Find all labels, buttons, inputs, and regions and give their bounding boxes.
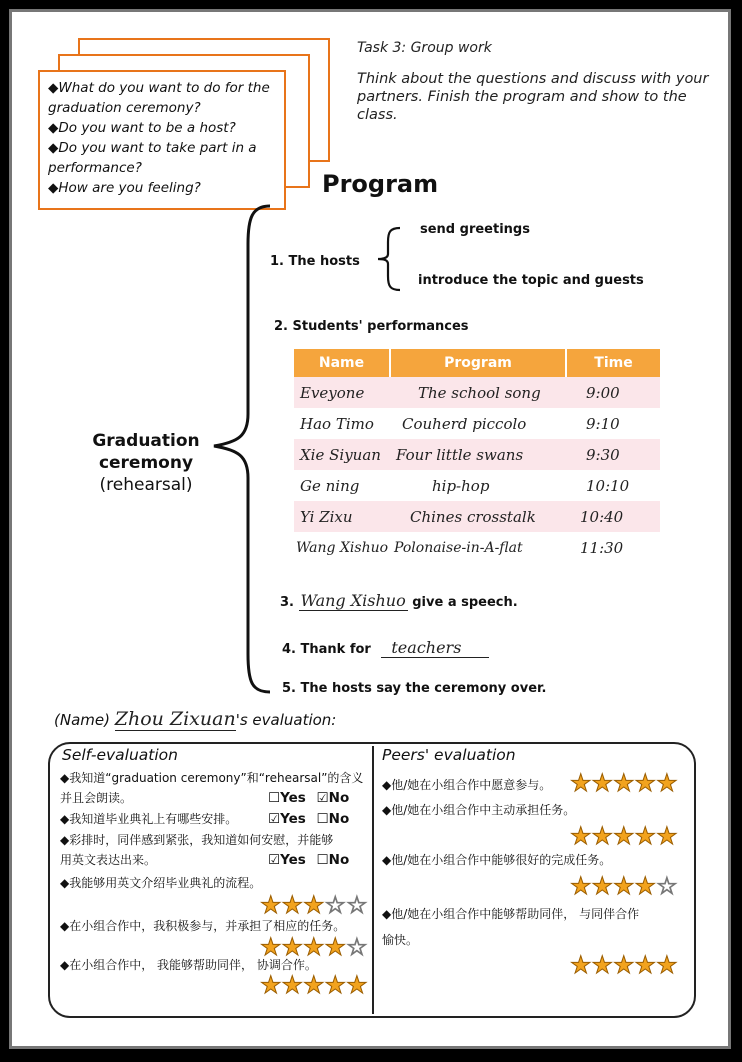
yes-no-choice <box>268 850 349 870</box>
checkbox-checked-icon: ☑ <box>268 852 281 868</box>
star-filled-icon: ★ <box>634 822 657 850</box>
star-filled-icon: ★ <box>303 891 325 919</box>
star-rating <box>260 893 368 917</box>
program-title: Program <box>322 170 439 198</box>
performance-time: 10:40 <box>566 501 660 532</box>
star-empty-icon: ☆ <box>656 872 678 900</box>
star-filled-icon: ★ <box>656 951 678 979</box>
program-item-performances: 2. Students' performances <box>274 319 469 334</box>
performance-time: 9:00 <box>566 377 660 408</box>
self-item: ◆在小组合作中，我积极参与，并承担了相应的任务。 <box>60 919 346 933</box>
evaluation-name-line <box>54 708 336 730</box>
table-header-row <box>294 349 660 377</box>
star-filled-icon: ★ <box>570 951 592 979</box>
worksheet-page <box>9 9 731 1049</box>
table-row <box>294 470 660 501</box>
self-evaluation-title: Self-evaluation <box>62 746 178 764</box>
program-brace <box>208 204 278 694</box>
student-name-handwritten: Zhou Zixuan <box>114 708 236 730</box>
column-header-time: Time <box>566 349 660 377</box>
star-filled-icon: ★ <box>281 933 304 961</box>
star-filled-icon: ★ <box>281 971 304 999</box>
name-prefix: (Name) <box>54 711 110 729</box>
performer-name: Ge ning <box>294 470 390 501</box>
checkbox-empty-icon: ☐ <box>268 790 281 806</box>
star-filled-icon: ★ <box>634 769 657 797</box>
thanks-label: 4. Thank for <box>282 642 371 657</box>
performance-title: hip-hop <box>390 470 566 501</box>
star-filled-icon: ★ <box>634 872 657 900</box>
star-rating <box>570 874 678 898</box>
star-filled-icon: ★ <box>260 933 282 961</box>
performance-title: Polonaise-in-A-flat <box>390 532 566 563</box>
note-question: ◆What do you want to do for the graduation ceremony? <box>48 80 270 116</box>
program-item-speech <box>280 591 518 610</box>
star-filled-icon: ★ <box>591 769 614 797</box>
star-rating <box>260 973 368 997</box>
star-filled-icon: ★ <box>613 822 635 850</box>
yes-option: Yes <box>280 852 306 868</box>
star-filled-icon: ★ <box>656 769 678 797</box>
star-empty-icon: ☆ <box>346 891 368 919</box>
program-item-closing: 5. The hosts say the ceremony over. <box>282 681 547 696</box>
performance-title: Couherd piccolo <box>390 408 566 439</box>
thanks-target-handwritten: teachers <box>381 638 489 658</box>
performance-title: Chines crosstalk <box>390 501 566 532</box>
star-rating <box>570 953 678 977</box>
star-filled-icon: ★ <box>613 769 635 797</box>
checkbox-empty-icon: ☐ <box>316 811 329 827</box>
star-rating <box>570 824 678 848</box>
ceremony-label-line3: (rehearsal) <box>99 475 193 495</box>
note-card-front <box>38 70 286 210</box>
star-filled-icon: ★ <box>303 933 325 961</box>
performance-title: The school song <box>390 377 566 408</box>
star-filled-icon: ★ <box>591 951 614 979</box>
star-filled-icon: ★ <box>346 971 368 999</box>
task-title: Task 3: Group work <box>357 40 492 56</box>
self-item: ◆彩排时，同伴感到紧张，我知道如何安慰，并能够 用英文表达出来。 ☑Yes ☐No <box>60 833 350 868</box>
self-item: ◆我知道毕业典礼上有哪些安排。 ☑Yes ☐No <box>60 811 350 827</box>
column-header-name: Name <box>294 349 390 377</box>
performer-name: Xie Siyuan <box>294 439 390 470</box>
table-row <box>294 501 660 532</box>
table-row <box>294 532 660 563</box>
note-question: ◆Do you want to take part in a performance? <box>48 140 257 176</box>
yes-option: Yes <box>280 790 306 806</box>
performer-name: Hao Timo <box>294 408 390 439</box>
star-filled-icon: ★ <box>613 872 635 900</box>
peer-item: ◆他/她在小组合作中主动承担任务。 <box>382 803 576 817</box>
yes-no-choice <box>268 788 349 808</box>
name-suffix: 's evaluation: <box>235 711 337 729</box>
peer-item: ◆他/她在小组合作中愿意参与。 <box>382 778 552 792</box>
performer-name: Eveyone <box>294 377 390 408</box>
performance-time: 9:30 <box>566 439 660 470</box>
no-option: No <box>328 852 350 868</box>
performer-name: Wang Xishuo <box>294 532 390 563</box>
star-filled-icon: ★ <box>634 951 657 979</box>
self-item: ◆我知道“graduation ceremony”和“rehearsal”的含义 并且会朗读。 ☐Yes ☑No <box>60 771 364 806</box>
performance-time: 11:30 <box>566 532 660 563</box>
note-question: ◆How are you feeling? <box>48 180 201 196</box>
hosts-task-introduce: introduce the topic and guests <box>418 273 644 288</box>
peer-evaluation-title: Peers' evaluation <box>382 746 516 764</box>
program-item-thanks <box>282 638 489 658</box>
star-filled-icon: ★ <box>303 971 325 999</box>
column-header-program: Program <box>390 349 566 377</box>
evaluation-divider <box>372 746 374 1014</box>
performance-time: 10:10 <box>566 470 660 501</box>
yes-option: Yes <box>280 811 306 827</box>
star-filled-icon: ★ <box>260 971 282 999</box>
hosts-task-greetings: send greetings <box>420 222 530 237</box>
self-item: ◆在小组合作中， 我能够帮助同伴， 协调合作。 <box>60 958 317 972</box>
star-filled-icon: ★ <box>570 822 592 850</box>
star-filled-icon: ★ <box>260 891 282 919</box>
star-empty-icon: ☆ <box>346 933 368 961</box>
star-filled-icon: ★ <box>591 872 614 900</box>
no-option: No <box>328 790 350 806</box>
star-filled-icon: ★ <box>324 933 347 961</box>
speech-text: give a speech. <box>412 595 518 610</box>
star-filled-icon: ★ <box>281 891 304 919</box>
yes-no-choice <box>268 809 349 829</box>
star-filled-icon: ★ <box>570 769 592 797</box>
task-instructions: Think about the questions and discuss with your partners. Finish the program and show to the class. <box>357 71 709 123</box>
ceremony-label-line1: Graduation <box>92 431 200 451</box>
table-row <box>294 377 660 408</box>
star-filled-icon: ★ <box>591 822 614 850</box>
performer-name: Yi Zixu <box>294 501 390 532</box>
star-empty-icon: ☆ <box>324 891 347 919</box>
table-row <box>294 439 660 470</box>
self-item: ◆我能够用英文介绍毕业典礼的流程。 <box>60 876 262 890</box>
star-filled-icon: ★ <box>570 872 592 900</box>
ceremony-label-line2: ceremony <box>98 453 194 473</box>
star-filled-icon: ★ <box>324 971 347 999</box>
checkbox-checked-icon: ☑ <box>316 790 329 806</box>
peer-item: ◆他/她在小组合作中能够帮助同伴， 与同伴合作 愉快。 <box>382 907 640 947</box>
star-filled-icon: ★ <box>656 822 678 850</box>
ceremony-label <box>76 430 216 496</box>
checkbox-empty-icon: ☐ <box>316 852 329 868</box>
performance-time: 9:10 <box>566 408 660 439</box>
no-option: No <box>328 811 350 827</box>
note-question: ◆Do you want to be a host? <box>48 120 236 136</box>
checkbox-checked-icon: ☑ <box>268 811 281 827</box>
star-filled-icon: ★ <box>613 951 635 979</box>
program-item-hosts: 1. The hosts <box>270 254 360 269</box>
speaker-name-handwritten: Wang Xishuo <box>300 591 406 610</box>
table-row <box>294 408 660 439</box>
performance-table <box>294 349 660 563</box>
item-number: 3. <box>280 595 294 610</box>
hosts-brace <box>374 226 404 292</box>
performance-title: Four little swans <box>390 439 566 470</box>
star-rating <box>570 771 678 795</box>
peer-item: ◆他/她在小组合作中能够很好的完成任务。 <box>382 853 612 867</box>
